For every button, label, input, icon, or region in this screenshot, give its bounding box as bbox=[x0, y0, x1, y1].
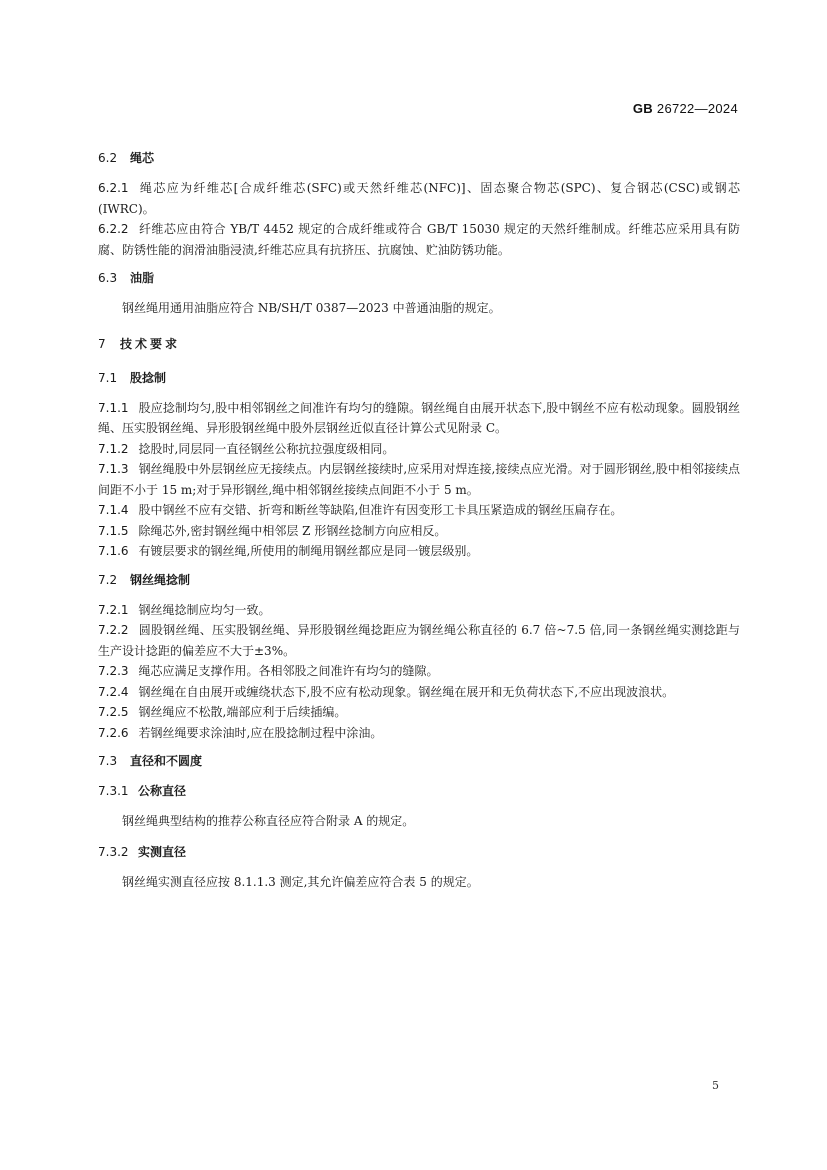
clause-6-2-1: 6.2.1 绳芯应为纤维芯[合成纤维芯(SFC)或天然纤维芯(NFC)]、固态聚合物芯(SPC)、复合钢芯(CSC)或钢芯(IWRC)。 bbox=[98, 181, 740, 216]
page-number: 5 bbox=[712, 1079, 719, 1092]
heading-7: 7 技术要求 bbox=[98, 336, 181, 351]
heading-6-2: 6.2 绳芯 bbox=[98, 151, 155, 165]
heading-7-3: 7.3 直径和不圆度 bbox=[98, 754, 203, 768]
clause-7-1-6: 7.1.6 有镀层要求的钢丝绳,所使用的制绳用钢丝都应是同一镀层级别。 bbox=[98, 544, 479, 558]
heading-6-3: 6.3 油脂 bbox=[98, 271, 155, 285]
clause-7-1-1: 7.1.1 股应捻制均匀,股中相邻钢丝之间准许有均匀的缝隙。钢丝绳自由展开状态下,股中钢丝不应有松动现象。圆股钢丝绳、压实股钢丝绳、异形股钢丝绳中股外层钢丝近似直径计算公式见附录 C。 bbox=[98, 400, 740, 435]
document-body bbox=[98, 148, 740, 892]
clause-7-1-2: 7.1.2 捻股时,同层同一直径钢丝公称抗拉强度级相同。 bbox=[98, 441, 395, 456]
clause-7-2-1: 7.2.1 钢丝绳捻制应均匀一致。 bbox=[98, 602, 271, 617]
clause-7-1-5: 7.1.5 除绳芯外,密封钢丝绳中相邻层 Z 形钢丝捻制方向应相反。 bbox=[98, 523, 447, 538]
clause-7-2-6: 7.2.6 若钢丝绳要求涂油时,应在股捻制过程中涂油。 bbox=[98, 725, 383, 740]
clause-7-1-4: 7.1.4 股中钢丝不应有交错、折弯和断丝等缺陷,但准许有因变形工卡具压紧造成的钢丝压扁存在。 bbox=[98, 503, 623, 517]
standard-code bbox=[633, 101, 738, 116]
heading-7-3-2: 7.3.2 实测直径 bbox=[98, 844, 187, 859]
heading-7-1: 7.1 股捻制 bbox=[98, 370, 167, 385]
heading-7-2: 7.2 钢丝绳捻制 bbox=[98, 572, 191, 587]
clause-7-2-5: 7.2.5 钢丝绳应不松散,端部应利于后续插编。 bbox=[98, 705, 347, 719]
clause-7-1-3: 7.1.3 钢丝绳股中外层钢丝应无接续点。内层钢丝接续时,应采用对焊连接,接续点应光滑。对于圆形钢丝,股中相邻接续点间距不小于 15 m;对于异形钢丝,绳中相邻钢丝接续点间距不小于 5 m。 bbox=[98, 462, 740, 497]
clause-6-3-text: 钢丝绳用通用油脂应符合 NB/SH/T 0387—2023 中普通油脂的规定。 bbox=[122, 301, 501, 315]
clause-7-3-1-text: 钢丝绳典型结构的推荐公称直径应符合附录 A 的规定。 bbox=[122, 814, 415, 828]
clause-7-3-2-text: 钢丝绳实测直径应按 8.1.1.3 测定,其允许偏差应符合表 5 的规定。 bbox=[122, 874, 479, 889]
standard-number: 26722—2024 bbox=[656, 101, 738, 116]
clause-7-2-4: 7.2.4 钢丝绳在自由展开或缠绕状态下,股不应有松动现象。钢丝绳在展开和无负荷状态下,不应出现波浪状。 bbox=[98, 684, 675, 699]
heading-7-3-1: 7.3.1 公称直径 bbox=[98, 784, 187, 798]
clause-6-2-2: 6.2.2 纤维芯应由符合 YB/T 4452 规定的合成纤维或符合 GB/T 15030 规定的天然纤维制成。纤维芯应采用具有防腐、防锈性能的润滑油脂浸渍,纤维芯应具有抗挤压、抗腐蚀、贮油防锈功能。 bbox=[98, 222, 740, 257]
clause-7-2-2: 7.2.2 圆股钢丝绳、压实股钢丝绳、异形股钢丝绳捻距应为钢丝绳公称直径的 6.7 倍~7.5 倍,同一条钢丝绳实测捻距与生产设计捻距的偏差应不大于±3%。 bbox=[98, 623, 740, 658]
standard-prefix: GB bbox=[632, 101, 653, 116]
clause-7-2-3: 7.2.3 绳芯应满足支撑作用。各相邻股之间准许有均匀的缝隙。 bbox=[98, 664, 439, 678]
